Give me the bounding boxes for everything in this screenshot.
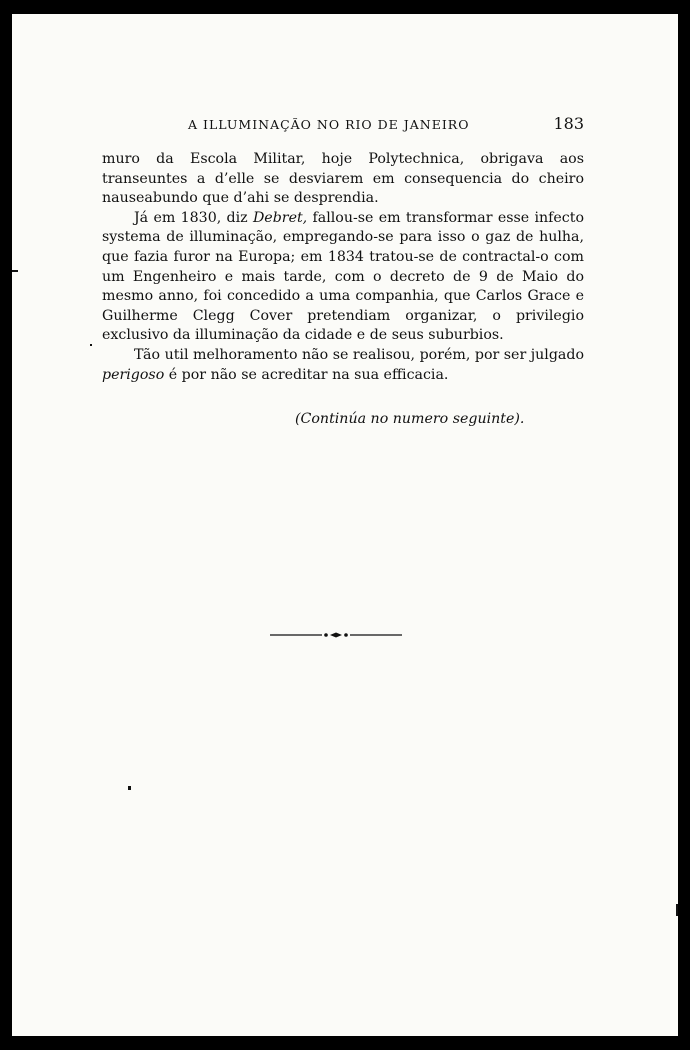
running-title: A ILLUMINAÇÃO NO RIO DE JANEIRO bbox=[188, 117, 470, 132]
body-text bbox=[102, 150, 584, 385]
paragraph-1: muro da Escola Militar, hoje Polytechnica, obrigava aos transeuntes a d’elle se desviarem em consequencia do cheiro nauseabundo que d’ahi se desprendia. bbox=[102, 151, 584, 207]
separator-ornament bbox=[270, 630, 402, 640]
page-number: 183 bbox=[553, 114, 584, 133]
author-name: Debret, bbox=[252, 209, 308, 226]
continuation-note: (Continúa no numero seguinte). bbox=[295, 411, 525, 427]
paragraph-2-start: Já em 1830, diz bbox=[134, 209, 253, 226]
margin-mark bbox=[90, 344, 92, 346]
paragraph-2-rest: fallou-se em transformar esse infecto systema de illuminação, empregando-se para isso o gaz de hulha, que fazia furor na Europa; em 1834 tratou-se de contractal-o com um Engenheiro e mais tarde, com o decreto de 9 de Maio do mesmo anno, foi concedido a uma companhia, que Carlos Grace e Guilherme Clegg Cover pretendiam organizar, o privilegio exclusivo da illuminação da cidade e de seus suburbios. bbox=[102, 209, 584, 344]
page-header bbox=[102, 114, 584, 136]
paragraph-3-start: Tão util melhoramento não se realisou, porém, por ser julgado bbox=[134, 346, 584, 363]
book-page bbox=[12, 14, 678, 1036]
margin-mark bbox=[676, 904, 678, 916]
paragraph-2 bbox=[102, 209, 584, 346]
paragraph-3-rest: é por não se acreditar na sua efficacia. bbox=[164, 366, 449, 383]
margin-mark bbox=[128, 786, 131, 790]
paragraph-3 bbox=[102, 346, 584, 385]
margin-mark bbox=[12, 270, 18, 272]
emphasized-word: perigoso bbox=[102, 366, 165, 383]
